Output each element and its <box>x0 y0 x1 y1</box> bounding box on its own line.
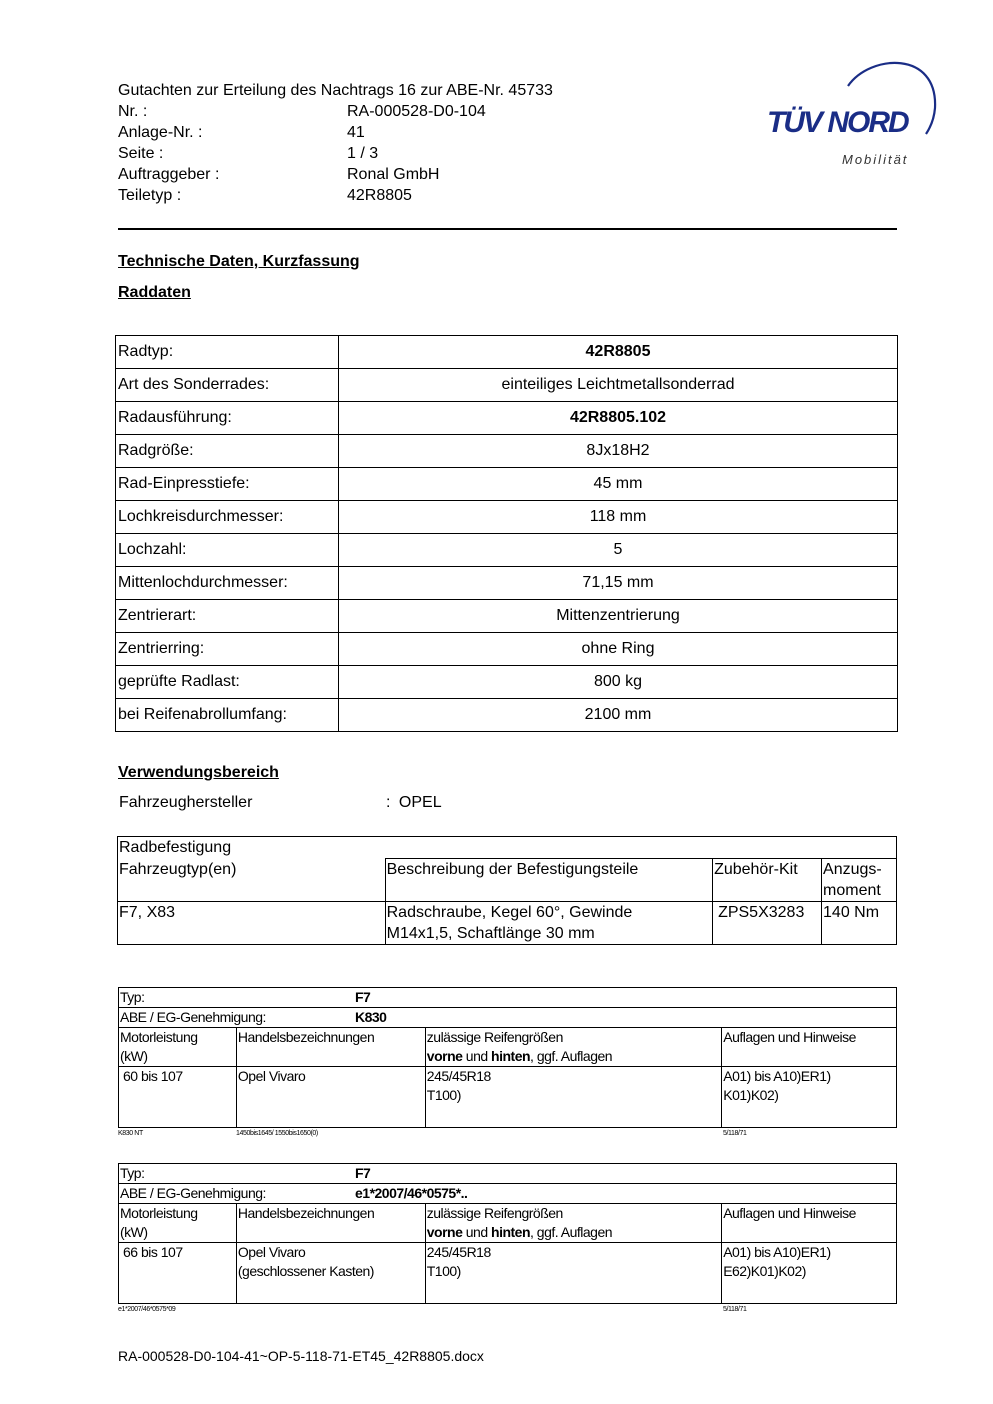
radbefestigung-table <box>117 836 897 945</box>
wheel-label: Lochzahl: <box>116 534 339 567</box>
header-notes: Auflagen und Hinweise <box>722 1204 897 1243</box>
typ-value: F7 <box>355 989 371 1005</box>
notes-line1: A01) bis A10)ER1) <box>723 1244 831 1260</box>
header-hinten: hinten <box>491 1048 531 1064</box>
wheel-label: Radgröße: <box>116 435 339 468</box>
header-value: RA-000528-D0-104 <box>347 103 486 120</box>
notes-line2: E62)K01)K02) <box>723 1263 806 1279</box>
abe-label: ABE / EG-Genehmigung: <box>120 1185 266 1201</box>
header-label: Auftraggeber : <box>118 166 220 183</box>
header-notes: Auflagen und Hinweise <box>722 1028 897 1067</box>
tyre-cell <box>425 1243 721 1304</box>
header-value: 41 <box>347 124 365 141</box>
wheel-row <box>116 336 898 369</box>
rb-torque: 140 Nm <box>822 902 897 945</box>
header-und: und <box>462 1224 492 1240</box>
logo-sub: Mobilität <box>842 152 909 167</box>
section-raddaten: Raddaten <box>118 284 191 301</box>
rb-header-types: Fahrzeugtyp(en) <box>118 859 386 902</box>
name-line1: Opel Vivaro <box>237 1244 306 1260</box>
vehicle-footnote-left: e1*2007/46*0575*09 <box>118 1306 176 1313</box>
manufacturer-sep: : <box>386 794 391 811</box>
header-kw-1: Motorleistung <box>120 1029 198 1045</box>
wheel-label: Zentrierring: <box>116 633 339 666</box>
header-value: 42R8805 <box>347 187 412 204</box>
tyre-line2: T100) <box>426 1087 461 1103</box>
rb-header-torque-1: Anzugs- <box>823 861 882 878</box>
wheel-row <box>116 600 898 633</box>
header-tyres-1: zulässige Reifengrößen <box>426 1029 563 1045</box>
rb-header-torque <box>822 859 897 902</box>
vehicle-table <box>118 987 897 1128</box>
wheel-value: 800 kg <box>339 666 898 699</box>
header-kw-2: (kW) <box>120 1224 148 1240</box>
footer-filename: RA-000528-D0-104-41~OP-5-118-71-ET45_42R8805.docx <box>118 1348 484 1364</box>
header-rule <box>118 228 897 230</box>
vehicle-table <box>118 1163 897 1304</box>
tyre-line1: 245/45R18 <box>426 1068 491 1084</box>
wheel-value: ohne Ring <box>339 633 898 666</box>
rb-kit: ZPS5X3283 <box>713 902 822 945</box>
header-kw <box>119 1028 237 1067</box>
wheel-value: 71,15 mm <box>339 567 898 600</box>
wheel-value: 2100 mm <box>339 699 898 732</box>
wheel-row <box>116 633 898 666</box>
wheel-value: 42R8805.102 <box>339 402 898 435</box>
rb-header-desc: Beschreibung der Befestigungsteile <box>385 859 712 902</box>
section-tech: Technische Daten, Kurzfassung <box>118 253 360 270</box>
wheel-row <box>116 501 898 534</box>
rb-desc-line1: Radschraube, Kegel 60°, Gewinde <box>386 904 633 921</box>
typ-row <box>119 988 897 1008</box>
typ-row <box>119 1164 897 1184</box>
wheel-label: Radtyp: <box>116 336 339 369</box>
wheel-row <box>116 435 898 468</box>
header-label: Teiletyp : <box>118 187 182 204</box>
abe-label: ABE / EG-Genehmigung: <box>120 1009 266 1025</box>
wheel-label: Lochkreisdurchmesser: <box>116 501 339 534</box>
wheel-row <box>116 369 898 402</box>
header-tyres <box>425 1028 721 1067</box>
abe-row <box>119 1184 897 1204</box>
wheel-value: 42R8805 <box>339 336 898 369</box>
header-label: Anlage-Nr. : <box>118 124 203 141</box>
wheel-value: 45 mm <box>339 468 898 501</box>
rb-desc <box>385 902 712 945</box>
section-verwendung: Verwendungsbereich <box>118 764 279 781</box>
rb-types: F7, X83 <box>118 902 386 945</box>
wheel-row <box>116 534 898 567</box>
kw-value: 60 bis 107 <box>119 1067 237 1128</box>
wheel-label: Zentrierart: <box>116 600 339 633</box>
header-label: Seite : <box>118 145 164 162</box>
wheel-value: Mittenzentrierung <box>339 600 898 633</box>
wheel-label: Rad-Einpresstiefe: <box>116 468 339 501</box>
logo-brand: TÜV NORD <box>767 106 908 139</box>
header-kw-2: (kW) <box>120 1048 148 1064</box>
header-und: und <box>462 1048 492 1064</box>
header-label: Nr. : <box>118 103 148 120</box>
radbefestigung-title: Radbefestigung <box>118 837 897 859</box>
notes-line1: A01) bis A10)ER1) <box>723 1068 831 1084</box>
header-value: 1 / 3 <box>347 145 379 162</box>
wheel-value: 5 <box>339 534 898 567</box>
header-kw <box>119 1204 237 1243</box>
wheel-value: 8Jx18H2 <box>339 435 898 468</box>
typ-value: F7 <box>355 1165 371 1181</box>
tyre-line1: 245/45R18 <box>426 1244 491 1260</box>
header-names: Handelsbezeichnungen <box>236 1028 425 1067</box>
notes-cell <box>722 1243 897 1304</box>
wheel-row <box>116 468 898 501</box>
vehicle-footnote-mid: 1450bis1645/ 1550bis1650(0) <box>236 1130 318 1137</box>
notes-line2: K01)K02) <box>723 1087 779 1103</box>
manufacturer-label: Fahrzeughersteller <box>119 794 253 811</box>
rb-header-torque-2: moment <box>823 882 881 899</box>
manufacturer-row <box>119 794 252 812</box>
tyre-line2: T100) <box>426 1263 461 1279</box>
header-auflagen: , ggf. Auflagen <box>530 1048 613 1064</box>
wheel-label: Radausführung: <box>116 402 339 435</box>
wheel-row <box>116 666 898 699</box>
vehicle-footnote-left: K830 NT <box>118 1130 143 1137</box>
header-names: Handelsbezeichnungen <box>236 1204 425 1243</box>
vehicle-footnote-right: 5/118/71 <box>723 1130 747 1137</box>
header-auflagen: , ggf. Auflagen <box>530 1224 613 1240</box>
manufacturer-value-wrap <box>386 794 442 812</box>
header-kw-1: Motorleistung <box>120 1205 198 1221</box>
header-hinten: hinten <box>491 1224 531 1240</box>
name-line2: (geschlossener Kasten) <box>237 1263 374 1279</box>
header-vorne: vorne <box>426 1224 463 1240</box>
name-cell <box>236 1243 425 1304</box>
header-tyres-2 <box>427 1223 720 1242</box>
wheel-label: geprüfte Radlast: <box>116 666 339 699</box>
wheel-row <box>116 699 898 732</box>
notes-cell <box>722 1067 897 1128</box>
abe-value: K830 <box>355 1009 387 1025</box>
header-vorne: vorne <box>426 1048 463 1064</box>
header-value: Ronal GmbH <box>347 166 440 183</box>
abe-value: e1*2007/46*0575*.. <box>355 1185 468 1201</box>
wheel-label: Art des Sonderrades: <box>116 369 339 402</box>
wheel-data-table <box>115 335 898 732</box>
wheel-value: einteiliges Leichtmetallsonderrad <box>339 369 898 402</box>
header-tyres-2 <box>427 1047 720 1066</box>
manufacturer-value: OPEL <box>398 794 442 811</box>
wheel-row <box>116 402 898 435</box>
typ-label: Typ: <box>120 989 145 1005</box>
wheel-value: 118 mm <box>339 501 898 534</box>
report-title-text: Gutachten zur Erteilung des Nachtrags 16 zur ABE-Nr. 45733 <box>118 82 553 99</box>
wheel-label: Mittenlochdurchmesser: <box>116 567 339 600</box>
abe-row <box>119 1008 897 1028</box>
kw-value: 66 bis 107 <box>119 1243 237 1304</box>
name-cell <box>236 1067 425 1128</box>
header-tyres <box>425 1204 721 1243</box>
rb-header-kit: Zubehör-Kit <box>713 859 822 902</box>
wheel-row <box>116 567 898 600</box>
rb-desc-line2: M14x1,5, Schaftlänge 30 mm <box>386 925 595 942</box>
name-line1: Opel Vivaro <box>237 1068 306 1084</box>
header-tyres-1: zulässige Reifengrößen <box>426 1205 563 1221</box>
tyre-cell <box>425 1067 721 1128</box>
typ-label: Typ: <box>120 1165 145 1181</box>
wheel-label: bei Reifenabrollumfang: <box>116 699 339 732</box>
vehicle-footnote-right: 5/118/71 <box>723 1306 747 1313</box>
